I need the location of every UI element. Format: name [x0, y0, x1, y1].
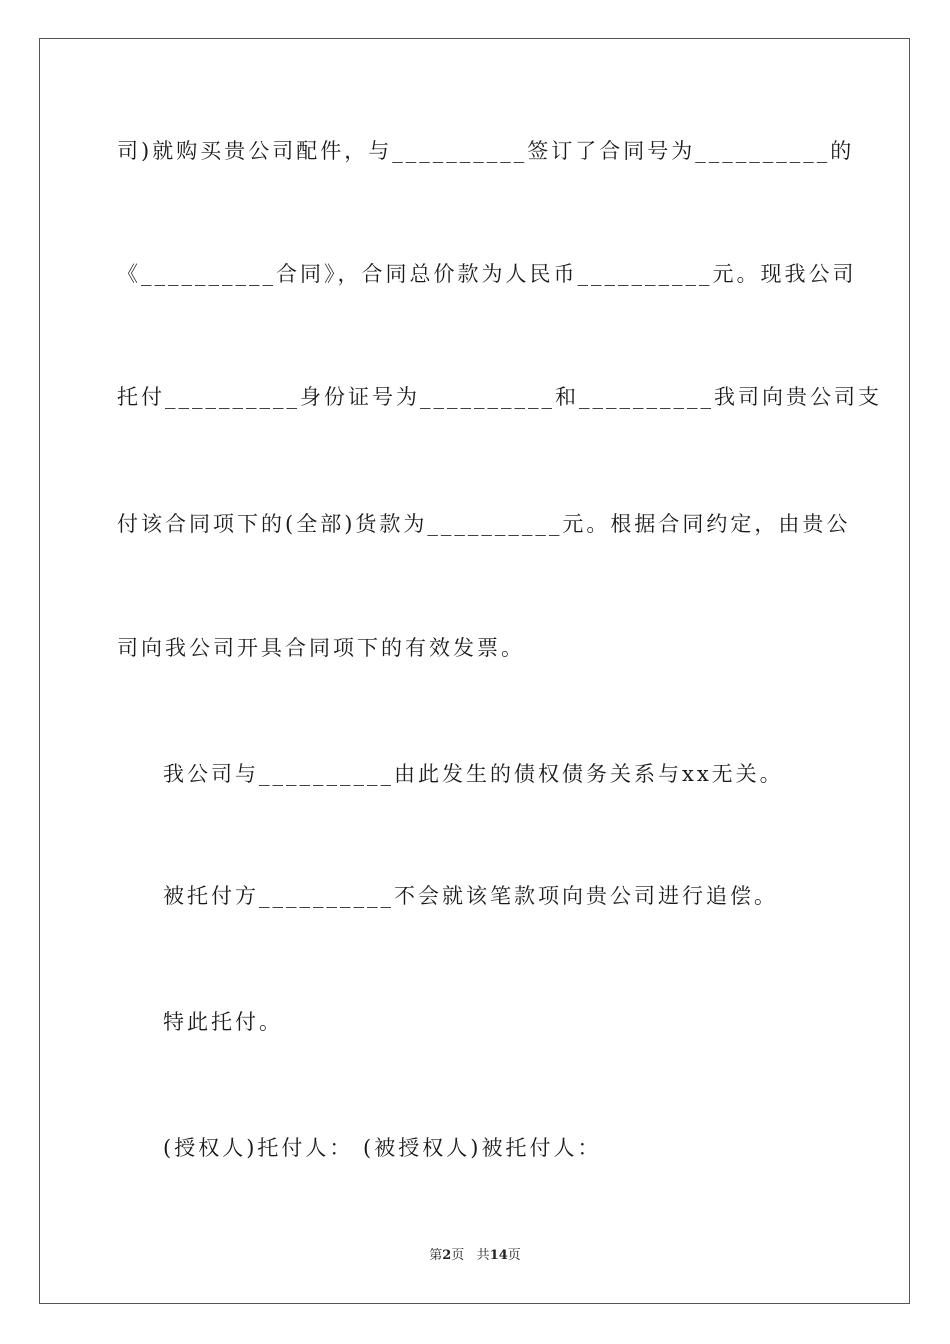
footer-page-unit: 页 [451, 1248, 465, 1263]
footer-page-number: 2 [442, 1248, 452, 1263]
body-line-7: 被托付方__________不会就该笔款项向贵公司进行追偿。 [163, 884, 778, 908]
body-line-1: 司)就购买贵公司配件，与__________签订了合同号为__________的 [117, 139, 855, 163]
page-frame [39, 38, 910, 1304]
body-line-3: 托付__________身份证号为__________和__________我司向贵公司支 [117, 385, 882, 409]
body-line-2: 《__________合同》，合同总价款为人民币__________元。现我公司 [117, 262, 857, 286]
signature-line: (授权人)托付人： (被授权人)被托付人： [163, 1136, 602, 1160]
footer-total-unit: 页 [507, 1248, 521, 1263]
body-line-5: 司向我公司开具合同项下的有效发票。 [117, 636, 525, 660]
footer-total-prefix: 共 [476, 1248, 490, 1263]
page-footer [0, 1247, 950, 1265]
footer-page-prefix: 第 [429, 1248, 443, 1263]
footer-total-pages: 14 [489, 1248, 508, 1263]
body-line-4: 付该合同项下的(全部)货款为__________元。根据合同约定，由贵公 [117, 512, 851, 536]
body-line-8: 特此托付。 [163, 1010, 283, 1034]
body-line-6: 我公司与__________由此发生的债权债务关系与xx无关。 [163, 762, 784, 786]
